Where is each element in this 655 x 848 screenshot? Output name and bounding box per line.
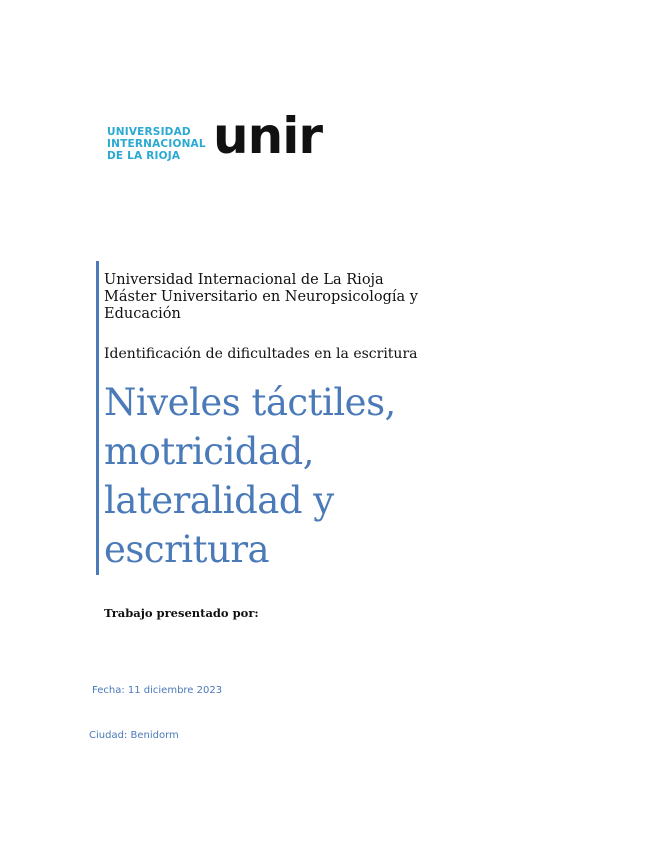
presented-by-label: Trabajo presentado por: bbox=[104, 606, 259, 620]
title-line-2: motricidad, bbox=[104, 430, 314, 473]
title-line-4: escritura bbox=[104, 528, 270, 571]
title-line-3: lateralidad y bbox=[104, 479, 334, 522]
unir-logo bbox=[107, 107, 357, 174]
university-line-1: Universidad Internacional de La Rioja bbox=[104, 272, 384, 288]
university-line-2: Máster Universitario en Neuropsicología y bbox=[104, 289, 418, 305]
title-line-1: Niveles táctiles, bbox=[104, 381, 396, 424]
city-label: Ciudad: Benidorm bbox=[89, 730, 179, 741]
logo-line-2: INTERNACIONAL bbox=[107, 138, 206, 150]
logo-line-1: UNIVERSIDAD bbox=[107, 126, 191, 138]
university-line-3: Educación bbox=[104, 306, 181, 322]
title-accent-bar bbox=[96, 261, 99, 575]
subject-heading: Identificación de dificultades en la escritura bbox=[104, 346, 418, 362]
logo-line-3: DE LA RIOJA bbox=[107, 150, 181, 162]
university-heading bbox=[104, 272, 464, 323]
date-label: Fecha: 11 diciembre 2023 bbox=[92, 685, 223, 696]
document-title bbox=[104, 378, 504, 574]
logo-university-name bbox=[107, 126, 206, 162]
logo-brand-wordmark: unir bbox=[213, 107, 322, 165]
